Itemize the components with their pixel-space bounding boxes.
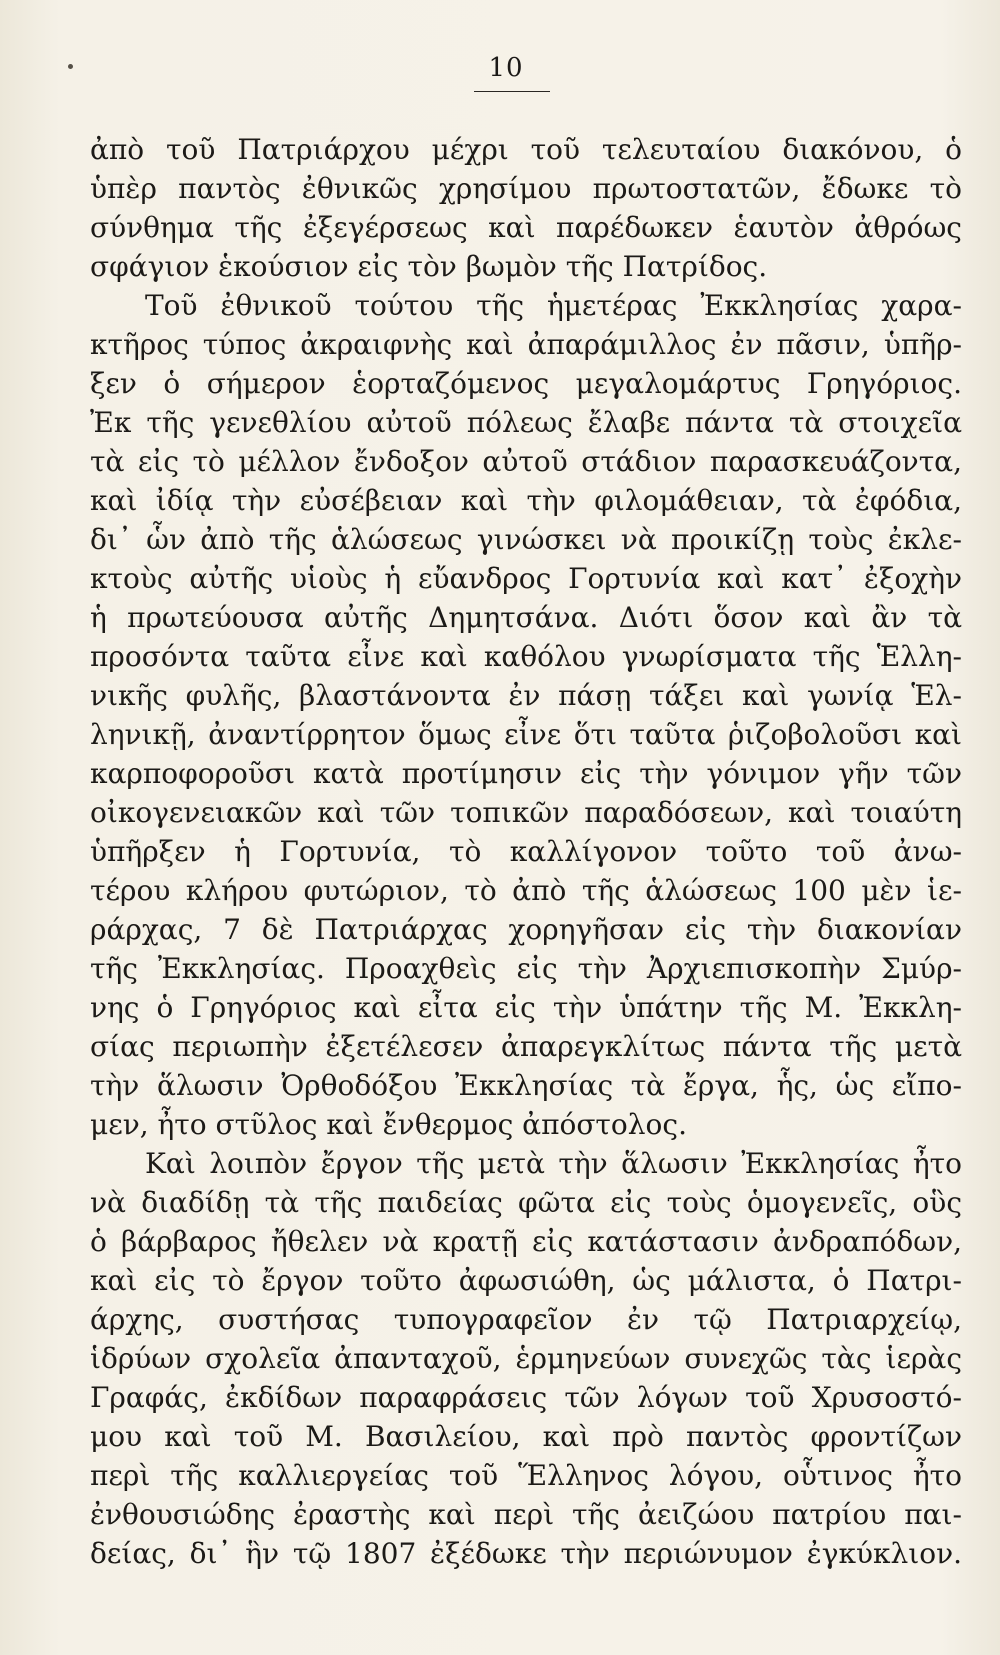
text-line: οἰκογενειακῶν καὶ τῶν τοπικῶν παραδόσεων, καὶ τοιαύτη — [90, 796, 962, 829]
text-line: άρχης, συστήσας τυπογραφεῖον ἐν τῷ Πατριαρχείῳ, — [90, 1303, 962, 1336]
text-line: ξεν ὁ σήμερον ἑορταζόμενος μεγαλομάρτυς Γρηγόριος. — [90, 367, 962, 400]
text-line: προσόντα ταῦτα εἶνε καὶ καθόλου γνωρίσματα τῆς Ἑλλη- — [90, 640, 962, 673]
text-line: καρποφοροῦσι κατὰ προτίμησιν εἰς τὴν γόνιμον γῆν τῶν — [90, 757, 962, 790]
text-line: ὑπὲρ παντὸς ἐθνικῶς χρησίμου πρωτοστατῶν, ἔδωκε τὸ — [90, 172, 962, 205]
text-line: τέρου κλήρου φυτώριον, τὸ ἀπὸ τῆς ἁλώσεως 100 μὲν ἱε- — [90, 874, 962, 907]
text-line: σφάγιον ἑκούσιον εἰς τὸν βωμὸν τῆς Πατρίδος. — [90, 250, 768, 283]
text-line: τὰ εἰς τὸ μέλλον ἔνδοξον αὐτοῦ στάδιον παρασκευάζοντα, — [90, 445, 962, 478]
text-line: σύνθημα τῆς ἐξεγέρσεως καὶ παρέδωκεν ἑαυτὸν ἀθρόως — [90, 211, 962, 244]
text-line: καὶ ἰδίᾳ τὴν εὐσέβειαν καὶ τὴν φιλομάθειαν, τὰ ἐφόδια, — [90, 484, 962, 517]
text-line: τὴν ἅλωσιν Ὀρθοδόξου Ἐκκλησίας τὰ ἔργα, ἧς, ὡς εἴπο- — [90, 1069, 962, 1102]
text-line: καὶ εἰς τὸ ἔργον τοῦτο ἀφωσιώθη, ὡς μάλιστα, ὁ Πατρι- — [90, 1264, 962, 1297]
text-line: ἡ πρωτεύουσα αὐτῆς Δημητσάνα. Διότι ὅσον καὶ ἂν τὰ — [90, 601, 962, 634]
text-line: Ἐκ τῆς γενεθλίου αὐτοῦ πόλεως ἔλαβε πάντα τὰ στοιχεῖα — [90, 406, 962, 439]
text-line: νικῆς φυλῆς, βλαστάνοντα ἐν πάσῃ τάξει καὶ γωνίᾳ Ἑλ- — [90, 679, 962, 712]
text-line: περὶ τῆς καλλιεργείας τοῦ Ἕλληνος λόγου, οὗτινος ἦτο — [90, 1459, 962, 1492]
text-line: ἱδρύων σχολεῖα ἀπανταχοῦ, ἑρμηνεύων συνεχῶς τὰς ἱερὰς — [90, 1342, 962, 1375]
text-line: νὰ διαδίδῃ τὰ τῆς παιδείας φῶτα εἰς τοὺς ὁμογενεῖς, οὓς — [90, 1186, 962, 1219]
text-line: ράρχας, 7 δὲ Πατριάρχας χορηγῆσαν εἰς τὴν διακονίαν — [90, 913, 962, 946]
text-line: ληνικῇ, ἀναντίρρητον ὅμως εἶνε ὅτι ταῦτα ῥιζοβολοῦσι καὶ — [90, 718, 962, 751]
binding-mark — [68, 64, 73, 69]
text-line: δείας, δι᾽ ἣν τῷ 1807 ἐξέδωκε τὴν περιώνυμον ἐγκύκλιον. — [90, 1537, 962, 1570]
text-line: ἐνθουσιώδης ἐραστὴς καὶ περὶ τῆς ἀειζώου πατρίου παι- — [90, 1498, 962, 1531]
text-line: τῆς Ἐκκλησίας. Προαχθεὶς εἰς τὴν Ἀρχιεπισκοπὴν Σμύρ- — [90, 952, 962, 985]
text-line: κτοὺς αὐτῆς υἱοὺς ἡ εὔανδρος Γορτυνία καὶ κατ᾽ ἐξοχὴν — [90, 562, 962, 595]
text-line: ἀπὸ τοῦ Πατριάρχου μέχρι τοῦ τελευταίου διακόνου, ὁ — [90, 133, 962, 166]
text-line: Γραφάς, ἐκδίδων παραφράσεις τῶν λόγων τοῦ Χρυσοστό- — [90, 1381, 962, 1414]
text-line: κτῆρος τύπος ἀκραιφνὴς καὶ ἀπαράμιλλος ἐν πᾶσιν, ὑπῆρ- — [90, 328, 962, 361]
text-line: ὑπῆρξεν ἡ Γορτυνία, τὸ καλλίγονον τοῦτο τοῦ ἀνω- — [90, 835, 962, 868]
page-number: 10 — [488, 53, 524, 83]
text-line: σίας περιωπὴν ἐξετέλεσεν ἀπαρεγκλίτως πάντα τῆς μετὰ — [90, 1030, 962, 1063]
text-line: Καὶ λοιπὸν ἔργον τῆς μετὰ τὴν ἅλωσιν Ἐκκλησίας ἦτο — [145, 1147, 962, 1180]
text-line: μεν, ἦτο στῦλος καὶ ἔνθερμος ἀπόστολος. — [90, 1108, 687, 1141]
text-line: Τοῦ ἐθνικοῦ τούτου τῆς ἡμετέρας Ἐκκλησίας χαρα- — [145, 289, 962, 322]
text-line: νης ὁ Γρηγόριος καὶ εἶτα εἰς τὴν ὑπάτην τῆς Μ. Ἐκκλη- — [90, 991, 962, 1024]
text-line: ὁ βάρβαρος ἤθελεν νὰ κρατῇ εἰς κατάστασιν ἀνδραπόδων, — [90, 1225, 962, 1258]
text-line: δι᾽ ὧν ἀπὸ τῆς ἁλώσεως γινώσκει νὰ προικίζῃ τοὺς ἐκλε- — [90, 523, 962, 556]
page-number-underline — [474, 91, 550, 92]
body-text — [90, 130, 962, 1573]
text-line: μου καὶ τοῦ Μ. Βασιλείου, καὶ πρὸ παντὸς φροντίζων — [90, 1420, 962, 1453]
